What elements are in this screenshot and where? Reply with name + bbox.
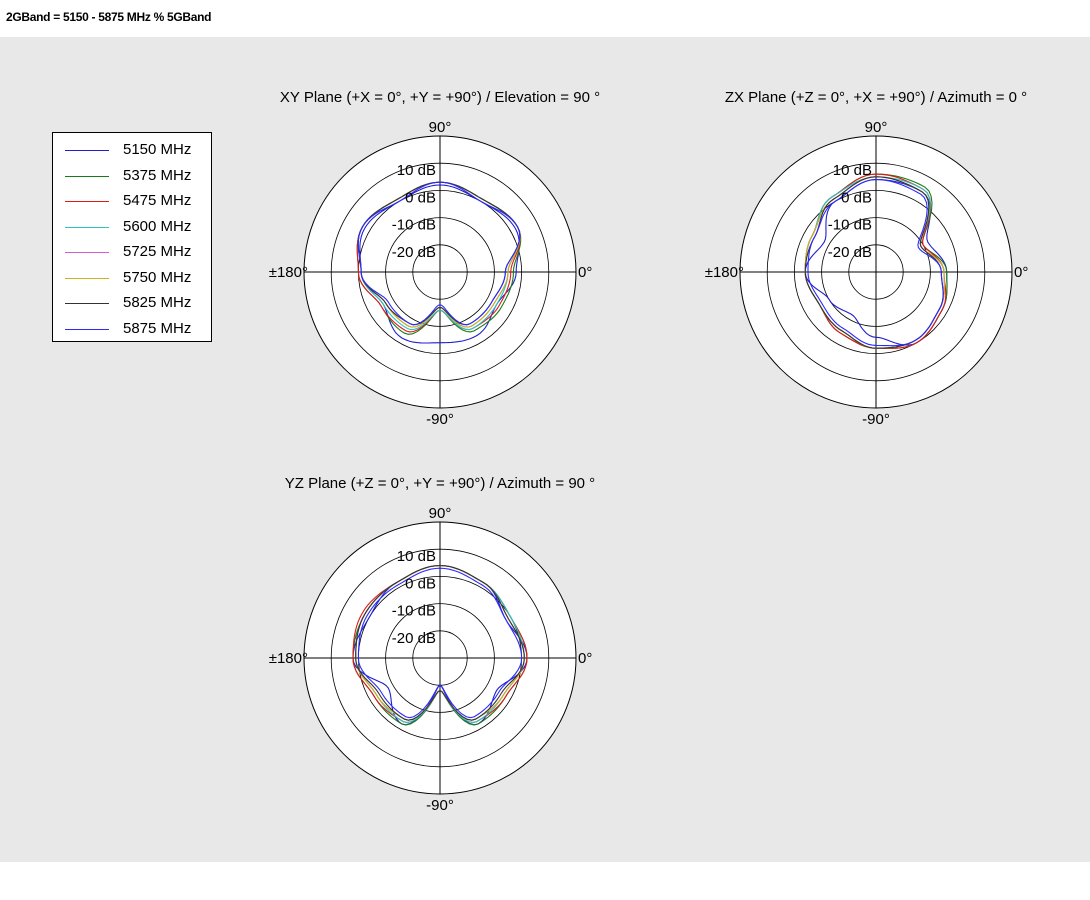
angle-label-right: 0° [578, 650, 593, 667]
page-title: 2GBand = 5150 - 5875 MHz % 5GBand [6, 10, 212, 24]
angle-label-bottom: -90° [426, 797, 454, 814]
angle-label-top: 90° [864, 119, 888, 136]
legend-label: 5725 MHz [123, 243, 192, 260]
radial-tick-label: 0 dB [405, 575, 436, 593]
legend-label: 5825 MHz [123, 294, 192, 311]
radial-tick-label: 10 dB [396, 548, 436, 566]
polar-chart [705, 89, 1029, 428]
radial-tick-label: -20 dB [391, 629, 436, 647]
radial-tick-label: 10 dB [396, 162, 436, 180]
legend-label: 5875 MHz [123, 319, 192, 337]
legend-label: 5750 MHz [123, 268, 192, 286]
polar-chart [269, 475, 595, 814]
radial-tick-label: -10 dB [391, 216, 436, 234]
chart-title: YZ Plane (+Z = 0°, +Y = +90°) / Azimuth = 90 ° [284, 475, 596, 492]
radial-tick-label: -10 dB [827, 216, 872, 234]
legend-label: 5475 MHz [123, 192, 192, 209]
radial-tick-label: 0 dB [405, 189, 436, 207]
radial-tick-label: 0 dB [841, 189, 872, 207]
angle-label-right: 0° [578, 264, 593, 281]
angle-label-top: 90° [428, 505, 452, 522]
chart-title: ZX Plane (+Z = 0°, +X = +90°) / Azimuth = 0 ° [724, 89, 1028, 106]
angle-label-bottom: -90° [862, 411, 890, 428]
legend-label: 5150 MHz [123, 141, 192, 158]
radial-tick-label: -10 dB [391, 602, 436, 620]
polar-chart [269, 89, 600, 428]
legend-label: 5600 MHz [123, 217, 192, 235]
radial-tick-label: -20 dB [827, 243, 872, 261]
angle-label-right: 0° [1014, 264, 1029, 281]
legend-label: 5375 MHz [123, 166, 192, 184]
angle-label-bottom: -90° [426, 411, 454, 428]
angle-label-left: ±180° [268, 650, 308, 667]
radial-tick-label: -20 dB [391, 243, 436, 261]
radial-tick-label: 10 dB [832, 162, 872, 180]
angle-label-left: ±180° [268, 264, 308, 281]
angle-label-top: 90° [428, 119, 452, 136]
angle-label-left: ±180° [704, 264, 744, 281]
chart-title: XY Plane (+X = 0°, +Y = +90°) / Elevation = 90 ° [279, 89, 601, 106]
